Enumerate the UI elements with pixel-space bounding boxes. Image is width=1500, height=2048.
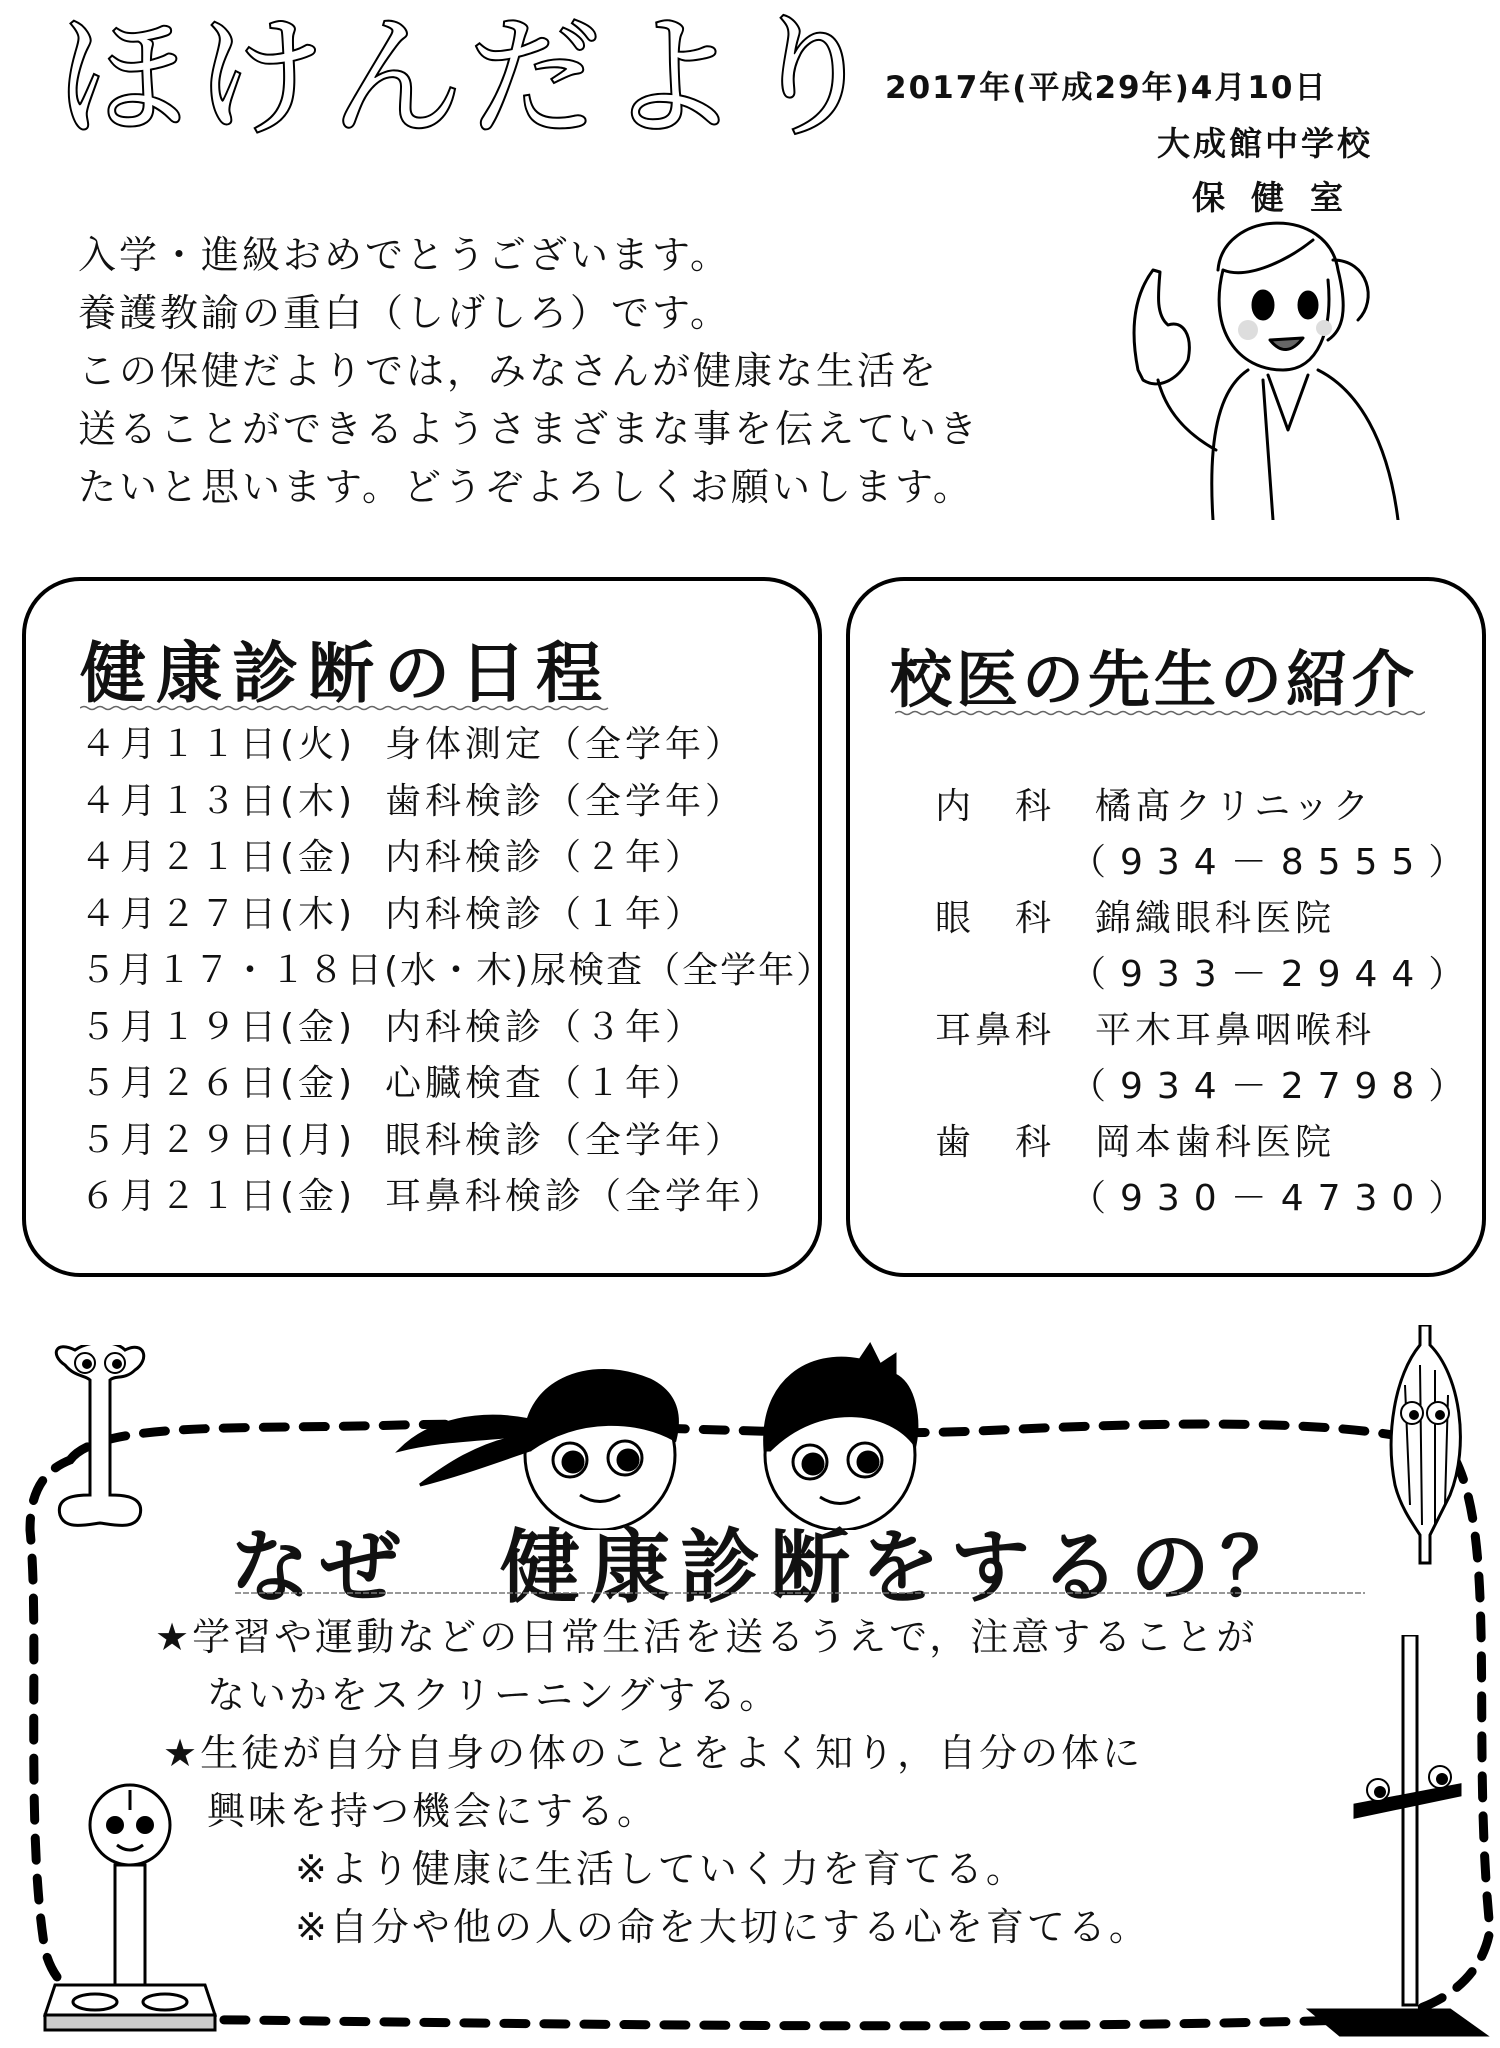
department: 耳鼻科 (935, 1010, 1056, 1051)
exam-date: ４月１１日(火) (80, 724, 357, 765)
list-item (80, 1169, 834, 1226)
reason-line: ないかをスクリーニングする。 (207, 1673, 781, 1717)
why-checkup-title: なぜ 健康診断をするの？ (230, 1521, 1310, 1614)
clinic-name: 岡本歯科医院 (1095, 1122, 1336, 1163)
list-item (80, 1056, 834, 1113)
list-item (80, 774, 834, 831)
height-measure-icon (1300, 1635, 1490, 2040)
phone-number: （934－2798） (1070, 1066, 1479, 1107)
exam-date: ４月２１日(金) (80, 837, 357, 878)
greeting-line: この保健だよりでは，みなさんが健康な生活を (78, 349, 940, 393)
department: 内 科 (935, 786, 1056, 827)
weighing-scale-icon (35, 1780, 220, 2040)
exam-date: ４月２７日(木) (80, 893, 357, 935)
exam-date: ５月１９日(金) (80, 1006, 357, 1048)
list-item (80, 1113, 834, 1170)
reason-line: 興味を持つ機会にする。 (207, 1789, 659, 1833)
department: 歯 科 (935, 1122, 1056, 1163)
schedule-title: 健康診断の日程 (80, 635, 612, 712)
exam-name: 内科検診（２年） (385, 837, 706, 878)
greeting-text (78, 226, 980, 516)
exam-name: 心臓検査（１年） (385, 1063, 706, 1104)
school-doctors-list (935, 778, 1478, 1226)
exam-name: 内科検診（３年） (385, 1006, 706, 1048)
greeting-line: たいと思います。どうぞよろしくお願いします。 (78, 465, 974, 509)
greeting-line: 養護教諭の重白（しげしろ）です。 (78, 291, 731, 335)
children-faces-illustration (390, 1340, 1010, 1530)
phone-number: （934－8555） (1070, 842, 1479, 883)
exam-date: ５月２９日(月) (80, 1119, 357, 1161)
exam-name: 眼科検診（全学年） (385, 1119, 746, 1161)
reason-line: ★生徒が自分自身の体のことをよく知り，自分の体に (163, 1731, 1144, 1775)
bone-character-icon (45, 1345, 155, 1535)
greeting-line: 入学・進級おめでとうございます。 (78, 233, 731, 277)
phone-number: （933－2944） (1070, 954, 1479, 995)
exam-date: ６月２１日(金) (80, 1176, 357, 1217)
list-item (935, 778, 1478, 890)
title-underline (80, 705, 620, 711)
title-underline (895, 710, 1425, 716)
clinic-name: 橘髙クリニック (1095, 786, 1373, 827)
newsletter-title: ほけんだより (55, 1, 883, 155)
list-item (935, 1114, 1478, 1226)
exam-name: 耳鼻科検診（全学年） (385, 1176, 786, 1217)
muscle-character-icon (1380, 1325, 1470, 1565)
clinic-name: 錦織眼科医院 (1095, 898, 1336, 939)
clinic-name: 平木耳鼻咽喉科 (1095, 1010, 1376, 1051)
list-item (935, 1002, 1478, 1114)
exam-name: 尿検査（全学年） (530, 950, 835, 991)
school-name: 大成館中学校 (1157, 124, 1373, 163)
exam-date: ５月２６日(金) (80, 1063, 357, 1104)
greeting-line: 送ることができるようさまざまな事を伝えていき (78, 407, 981, 451)
list-item (80, 830, 834, 887)
phone-number: （930－4730） (1070, 1178, 1479, 1219)
reason-note: ※より健康に生活していく力を育てる。 (295, 1847, 1027, 1891)
health-office: 保健室 (1192, 178, 1369, 217)
school-doctors-title: 校医の先生の紹介 (890, 643, 1419, 716)
issue-date: 2017年(平成29年)4月10日 (885, 70, 1328, 106)
why-checkup-reasons (155, 1608, 1257, 1956)
exam-name: 内科検診（１年） (385, 893, 706, 935)
exam-name: 歯科検診（全学年） (385, 780, 746, 822)
reason-note: ※自分や他の人の命を大切にする心を育てる。 (295, 1905, 1150, 1949)
list-item (80, 717, 834, 774)
list-item (935, 890, 1478, 1002)
reason-line: ★学習や運動などの日常生活を送るうえで，注意することが (155, 1615, 1258, 1659)
exam-date: ５月１７・１８日(水・木) (80, 950, 531, 991)
list-item (80, 1000, 834, 1057)
department: 眼 科 (935, 898, 1056, 939)
title-underline (235, 1590, 1365, 1596)
exam-date: ４月１３日(木) (80, 780, 357, 822)
list-item (80, 943, 834, 1000)
list-item (80, 887, 834, 944)
schedule-list (80, 717, 834, 1226)
nurse-illustration (1098, 200, 1418, 520)
exam-name: 身体測定（全学年） (385, 724, 746, 765)
